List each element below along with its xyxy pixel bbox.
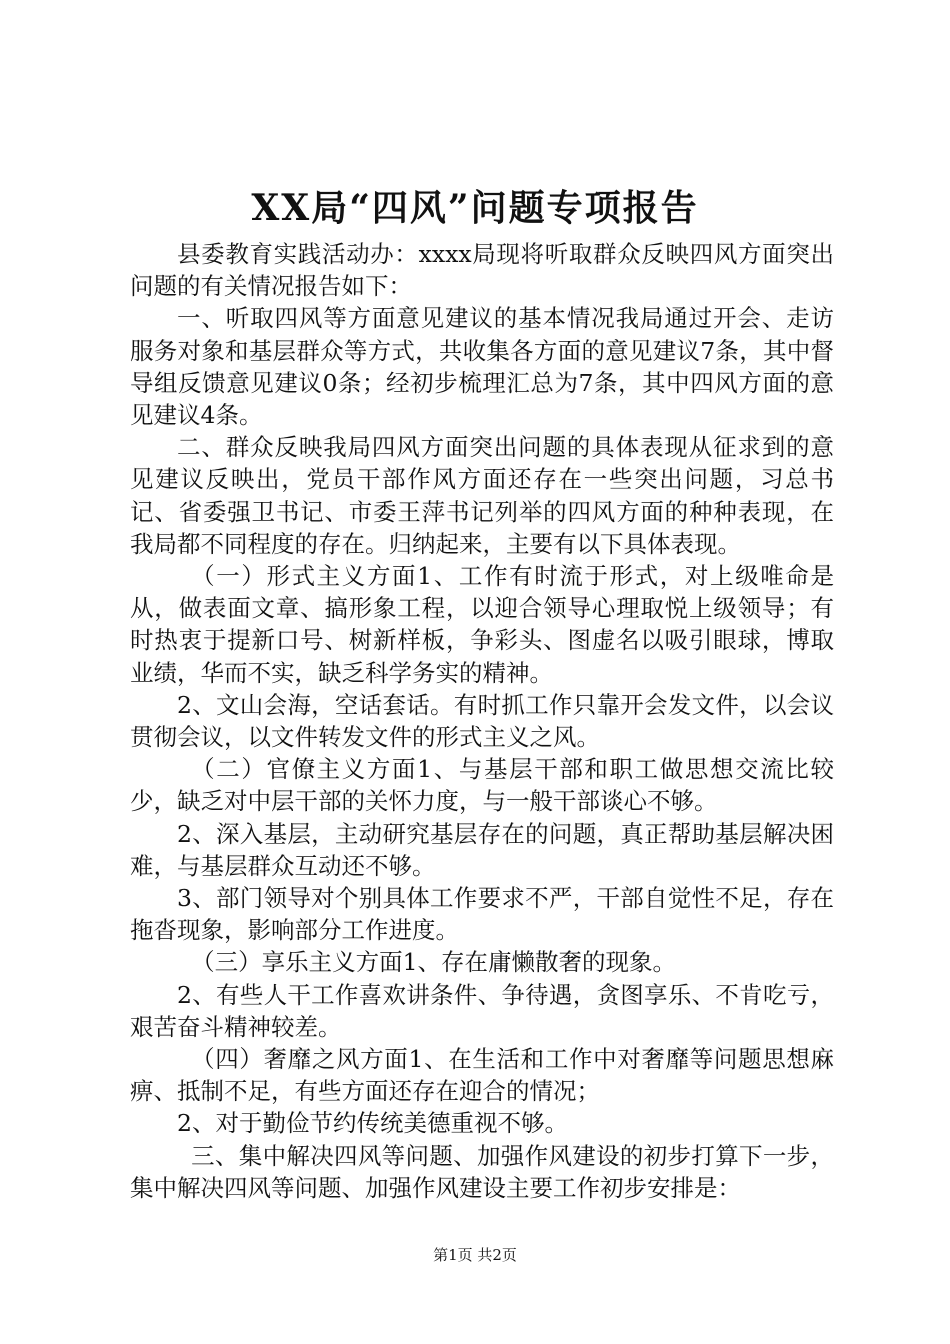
document-title: XX局“四风”问题专项报告 bbox=[251, 187, 699, 229]
paragraph-formalism-2: 2、文山会海，空话套话。有时抓工作只靠开会发文件，以会议贯彻会议，以文件转发文件的形式主义之风。 bbox=[130, 690, 834, 752]
paragraph-bureaucracy-2: 2、深入基层，主动研究基层存在的问题，真正帮助基层解决困难，与基层群众互动还不够。 bbox=[130, 819, 834, 880]
paragraph-extravagance: （四）奢靡之风方面1、在生活和工作中对奢靡等问题思想麻痹、抵制不足，有些方面还存在迎合的情况； bbox=[130, 1045, 834, 1106]
paragraph-section-3: 三、集中解决四风等问题、加强作风建设的初步打算下一步，集中解决四风等问题、加强作风建设主要工作初步安排是： bbox=[130, 1141, 834, 1202]
paragraph-section-2: 二、群众反映我局四风方面突出问题的具体表现从征求到的意见建议反映出，党员干部作风方面还存在一些突出问题，习总书记、省委强卫书记、市委王萍书记列举的四风方面的种种表现，在我局都不同程度的存在。归纳起来，主要有以下具体表现。 bbox=[130, 433, 834, 558]
paragraph-hedonism: （三）享乐主义方面1、存在庸懒散奢的现象。 bbox=[191, 948, 677, 977]
paragraph-hedonism-2: 2、有些人干工作喜欢讲条件、争待遇，贪图享乐、不肯吃亏，艰苦奋斗精神较差。 bbox=[130, 980, 834, 1041]
paragraph-section-1: 一、听取四风等方面意见建议的基本情况我局通过开会、走访服务对象和基层群众等方式，共收集各方面的意见建议7条，其中督导组反馈意见建议0条；经初步梳理汇总为7条，其中四风方面的意见建议4条。 bbox=[130, 304, 834, 430]
paragraph-formalism: （一）形式主义方面1、工作有时流于形式，对上级唯命是从，做表面文章、搞形象工程，以迎合领导心理取悦上级领导；有时热衷于提新口号、树新样板，争彩头、图虚名以吸引眼球，博取业绩，华而不实，缺乏科学务实的精神。 bbox=[130, 562, 834, 687]
paragraph-bureaucracy-3: 3、部门领导对个别具体工作要求不严，干部自觉性不足，存在拖沓现象，影响部分工作进度。 bbox=[130, 884, 834, 945]
paragraph-extravagance-2: 2、对于勤俭节约传统美德重视不够。 bbox=[177, 1109, 568, 1138]
paragraph-bureaucracy: （二）官僚主义方面1、与基层干部和职工做思想交流比较少，缺乏对中层干部的关怀力度，与一般干部谈心不够。 bbox=[130, 755, 834, 816]
paragraph-salutation: 县委教育实践活动办：xxxx局现将听取群众反映四风方面突出问题的有关情况报告如下： bbox=[130, 240, 834, 301]
page-footer: 第1页 共2页 bbox=[433, 1246, 517, 1264]
document-body bbox=[130, 238, 834, 1204]
